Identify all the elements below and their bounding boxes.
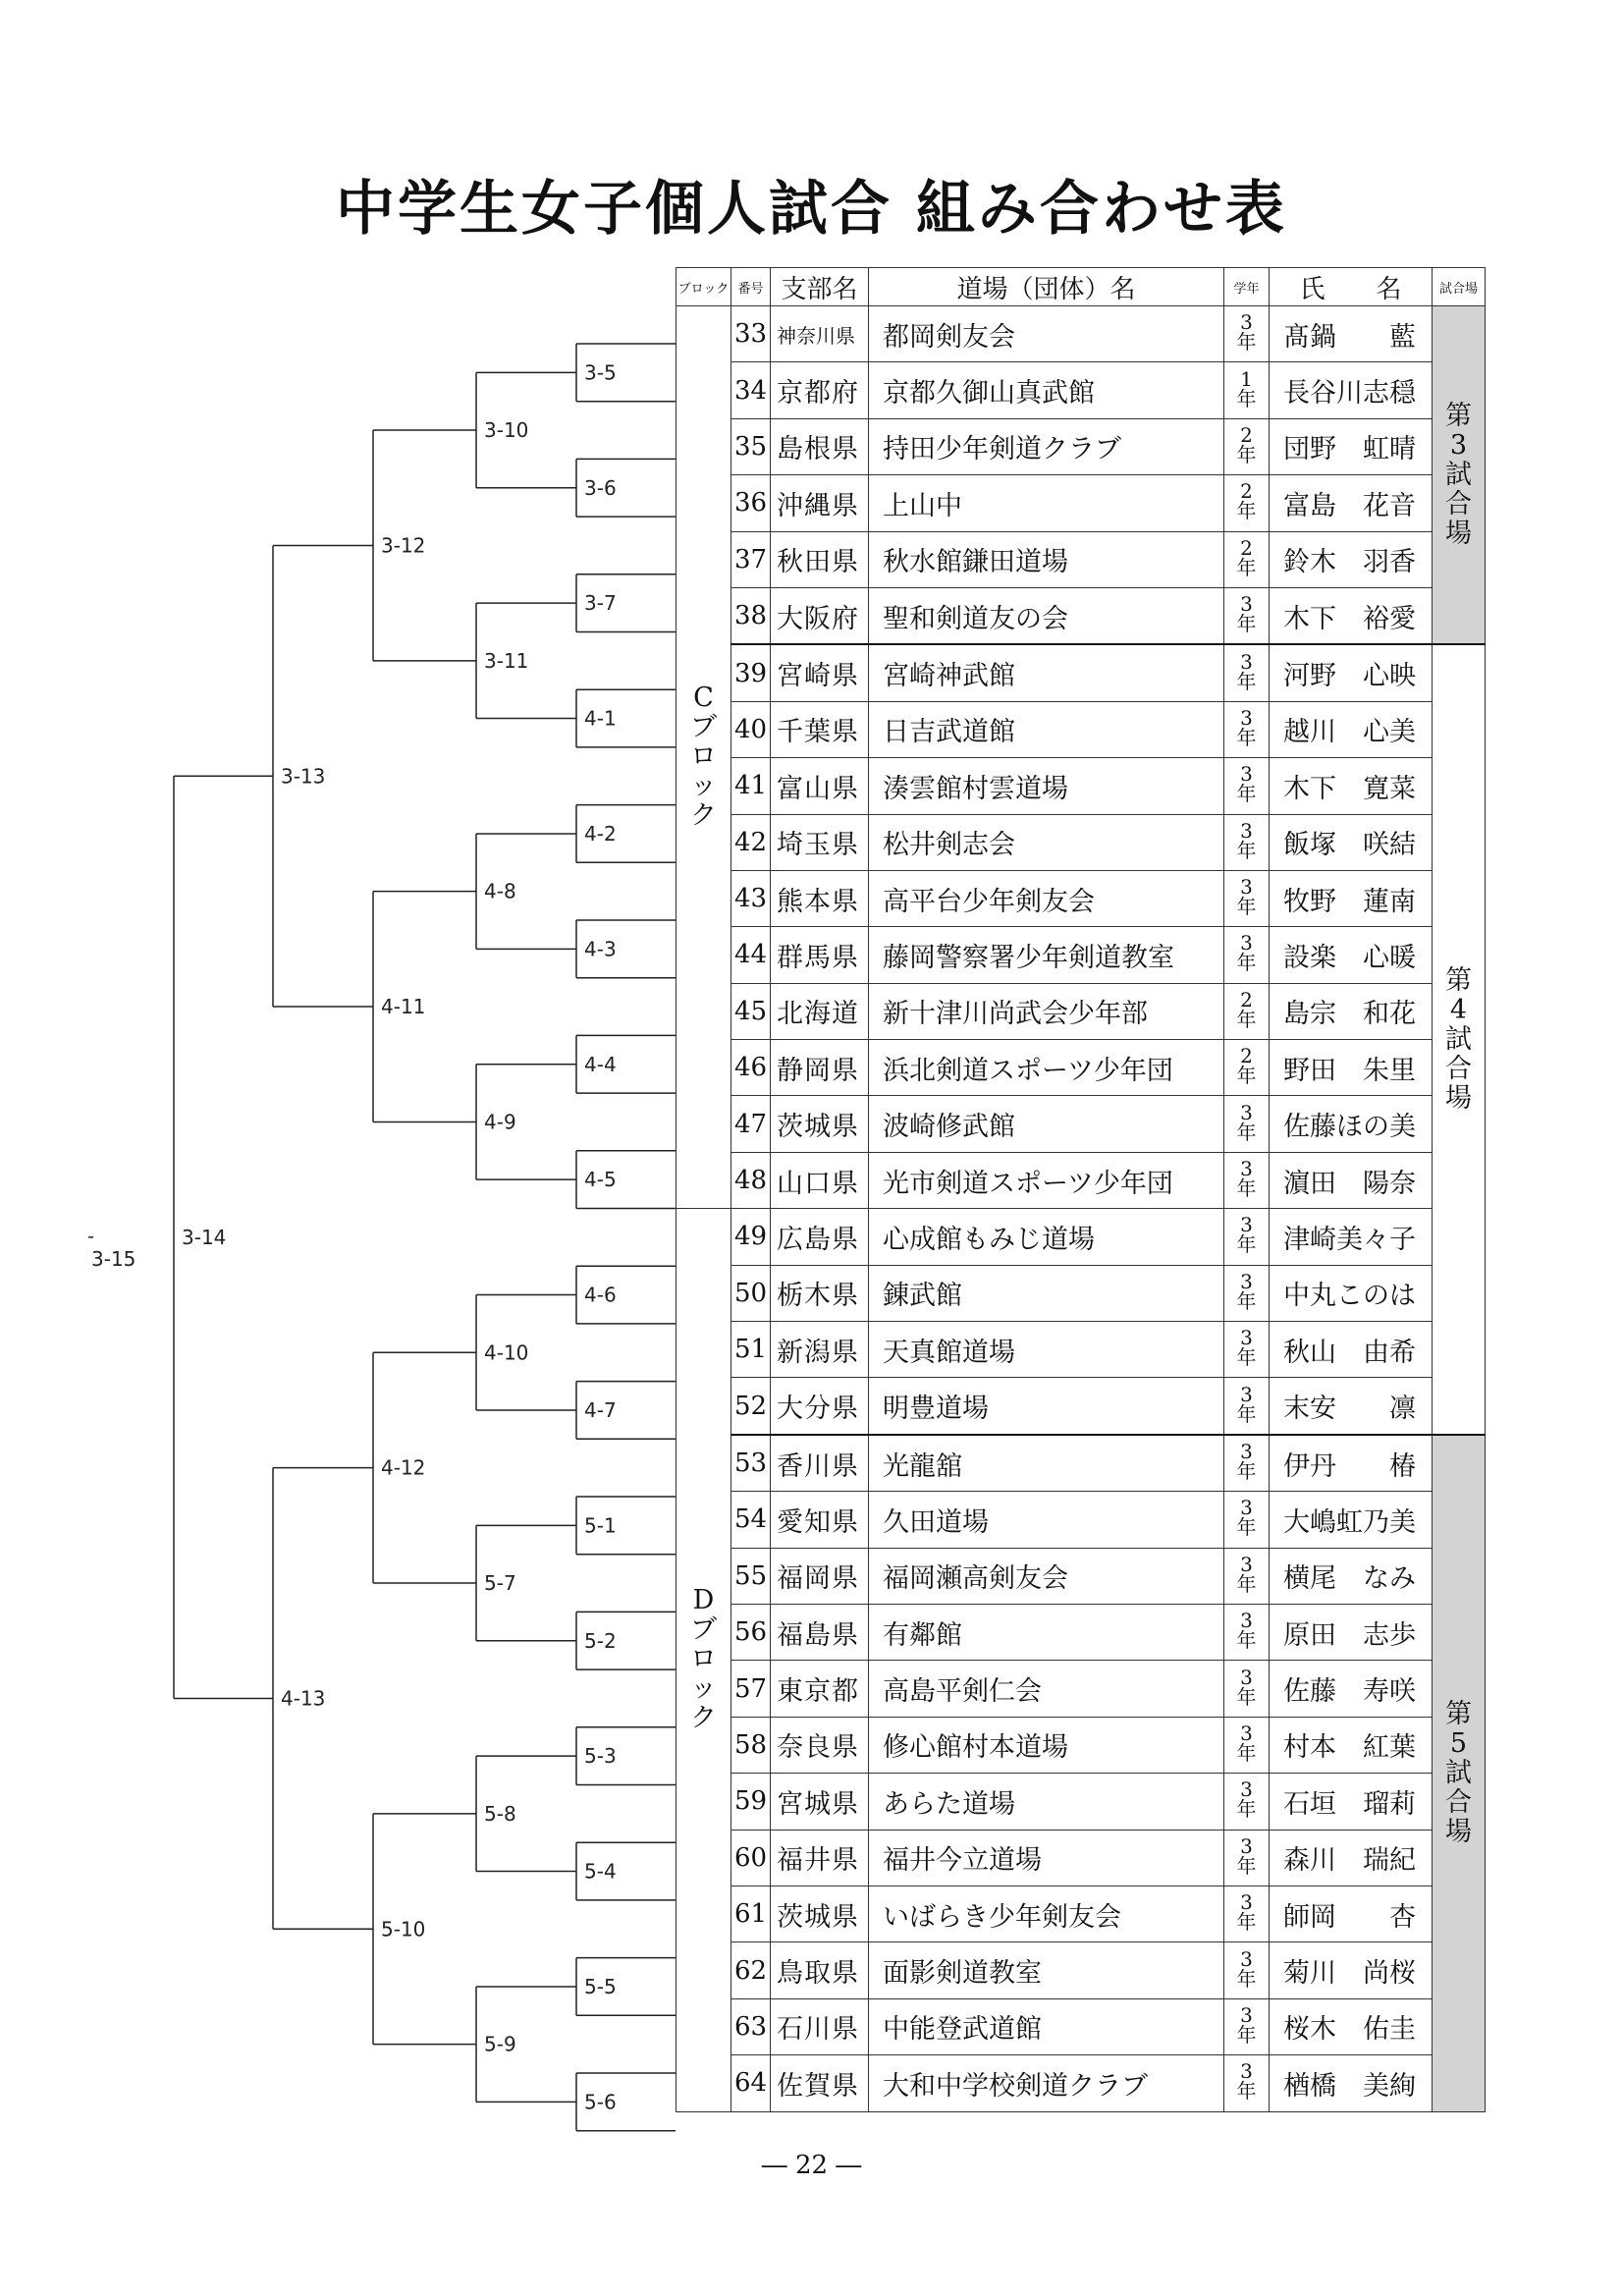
entry-dojo: 心成館もみじ道場 bbox=[869, 1209, 1224, 1265]
entry-grade bbox=[1224, 1830, 1270, 1886]
entry-grade bbox=[1224, 362, 1270, 418]
entry-name: 中丸このは bbox=[1270, 1265, 1433, 1321]
bracket-match-label: 4-10 bbox=[484, 1340, 529, 1365]
entry-grade-text: 1年 bbox=[1236, 366, 1257, 410]
entry-dojo: 久田道場 bbox=[869, 1492, 1224, 1548]
bracket-match-label: 4-13 bbox=[281, 1686, 326, 1711]
table-row bbox=[676, 1548, 1486, 1604]
entry-dojo: 浜北剣道スポーツ少年団 bbox=[869, 1040, 1224, 1096]
entry-dojo: 宮崎神武館 bbox=[869, 644, 1224, 701]
entry-number: 49 bbox=[731, 1209, 771, 1265]
entry-branch: 京都府 bbox=[771, 362, 869, 418]
entry-number: 54 bbox=[731, 1492, 771, 1548]
table-row bbox=[676, 1774, 1486, 1830]
entry-branch: 島根県 bbox=[771, 418, 869, 474]
entry-grade bbox=[1224, 927, 1270, 983]
entry-grade bbox=[1224, 1774, 1270, 1830]
entry-grade-text: 3年 bbox=[1236, 1833, 1257, 1878]
bracket-match-label: 5-3 bbox=[584, 1744, 617, 1769]
venue-cell bbox=[1433, 644, 1486, 1434]
header-block: ブロック bbox=[676, 268, 731, 306]
entry-number: 53 bbox=[731, 1435, 771, 1492]
table-row bbox=[676, 475, 1486, 531]
bracket-match-label: 4-3 bbox=[584, 937, 617, 961]
bracket-match-label: 5-4 bbox=[584, 1859, 617, 1884]
entry-grade bbox=[1224, 870, 1270, 926]
entry-grade-text: 3年 bbox=[1236, 649, 1257, 693]
entry-grade-text: 2年 bbox=[1236, 422, 1257, 466]
bracket-match-label: 3-6 bbox=[584, 475, 617, 500]
entry-dojo: 藤岡警察署少年剣道教室 bbox=[869, 927, 1224, 983]
entry-grade-text: 3年 bbox=[1236, 1157, 1257, 1201]
entry-number: 52 bbox=[731, 1378, 771, 1435]
entry-name: 牧野 蓮南 bbox=[1270, 870, 1433, 926]
entry-name: 濵田 陽奈 bbox=[1270, 1152, 1433, 1208]
venue-label: 第3試合場 bbox=[1445, 400, 1472, 549]
table-row bbox=[676, 1040, 1486, 1096]
roster-header bbox=[676, 268, 1486, 306]
entry-grade bbox=[1224, 587, 1270, 644]
entry-grade bbox=[1224, 475, 1270, 531]
entry-grade-text: 3年 bbox=[1236, 818, 1257, 862]
entry-dojo: あらた道場 bbox=[869, 1774, 1224, 1830]
entry-dojo: 都岡剣友会 bbox=[869, 306, 1224, 362]
entry-name: 師岡 杏 bbox=[1270, 1886, 1433, 1941]
entry-grade bbox=[1224, 1886, 1270, 1941]
entry-name: 鈴木 羽香 bbox=[1270, 531, 1433, 587]
bracket-match-label: 4-7 bbox=[584, 1397, 617, 1422]
table-row bbox=[676, 531, 1486, 587]
header-grade: 学年 bbox=[1224, 268, 1270, 306]
bracket-match-label: 3-14 bbox=[182, 1225, 227, 1249]
entry-number: 34 bbox=[731, 362, 771, 418]
entry-grade-text: 2年 bbox=[1236, 987, 1257, 1031]
bracket-match-label: 5-1 bbox=[584, 1513, 617, 1538]
entry-dojo: 日吉武道館 bbox=[869, 701, 1224, 757]
entry-grade-text: 3年 bbox=[1236, 1946, 1257, 1991]
entry-grade bbox=[1224, 1604, 1270, 1660]
entry-name: 島宗 和花 bbox=[1270, 983, 1433, 1039]
entry-number: 63 bbox=[731, 1998, 771, 2054]
entry-number: 55 bbox=[731, 1548, 771, 1604]
entry-branch: 奈良県 bbox=[771, 1717, 869, 1773]
table-row bbox=[676, 1096, 1486, 1152]
entry-grade-text: 3年 bbox=[1236, 1326, 1257, 1370]
entry-number: 43 bbox=[731, 870, 771, 926]
entry-branch: 愛知県 bbox=[771, 1492, 869, 1548]
entry-name: 横尾 なみ bbox=[1270, 1548, 1433, 1604]
entry-grade-text: 3年 bbox=[1236, 1552, 1257, 1596]
entry-branch: 埼玉県 bbox=[771, 814, 869, 870]
entry-grade-text: 3年 bbox=[1236, 2059, 1257, 2104]
entry-grade bbox=[1224, 1040, 1270, 1096]
entry-branch: 千葉県 bbox=[771, 701, 869, 757]
table-row bbox=[676, 644, 1486, 701]
entry-number: 35 bbox=[731, 418, 771, 474]
entry-dojo: 聖和剣道友の会 bbox=[869, 587, 1224, 644]
entry-grade-text: 3年 bbox=[1236, 1890, 1257, 1935]
entry-number: 62 bbox=[731, 1942, 771, 1998]
entry-name: 大嶋虹乃美 bbox=[1270, 1492, 1433, 1548]
entry-grade bbox=[1224, 1378, 1270, 1435]
entry-dojo: 明豊道場 bbox=[869, 1378, 1224, 1435]
entry-dojo: 錬武館 bbox=[869, 1265, 1224, 1321]
entry-dojo: 秋水館鎌田道場 bbox=[869, 531, 1224, 587]
entry-branch: 秋田県 bbox=[771, 531, 869, 587]
entry-grade bbox=[1224, 1548, 1270, 1604]
entry-name: 村本 紅葉 bbox=[1270, 1717, 1433, 1773]
entry-dojo: 松井剣志会 bbox=[869, 814, 1224, 870]
header-dojo: 道場（団体）名 bbox=[869, 268, 1224, 306]
entry-grade bbox=[1224, 644, 1270, 701]
entry-name: 団野 虹晴 bbox=[1270, 418, 1433, 474]
bracket-match-label: 4-5 bbox=[584, 1168, 617, 1192]
entry-grade bbox=[1224, 1435, 1270, 1492]
entry-number: 57 bbox=[731, 1661, 771, 1717]
table-row bbox=[676, 1322, 1486, 1378]
entry-grade-text: 3年 bbox=[1236, 2002, 1257, 2047]
table-row bbox=[676, 2055, 1486, 2111]
entry-grade bbox=[1224, 1998, 1270, 2054]
entry-grade bbox=[1224, 1096, 1270, 1152]
bracket-match-label: 3-5 bbox=[584, 360, 617, 385]
table-row bbox=[676, 306, 1486, 362]
entry-name: 桜木 佑圭 bbox=[1270, 1998, 1433, 2054]
entry-name: 木下 寛菜 bbox=[1270, 758, 1433, 814]
entry-name: 長谷川志穏 bbox=[1270, 362, 1433, 418]
entry-name: 木下 裕愛 bbox=[1270, 587, 1433, 644]
entry-branch: 宮城県 bbox=[771, 1774, 869, 1830]
entry-number: 39 bbox=[731, 644, 771, 701]
entry-name: 秋山 由希 bbox=[1270, 1322, 1433, 1378]
entry-name: 末安 凛 bbox=[1270, 1378, 1433, 1435]
entry-name: 越川 心美 bbox=[1270, 701, 1433, 757]
table-row bbox=[676, 1152, 1486, 1208]
entry-dojo: 面影剣道教室 bbox=[869, 1942, 1224, 1998]
table-row bbox=[676, 587, 1486, 644]
entry-grade bbox=[1224, 758, 1270, 814]
entry-grade-text: 3年 bbox=[1236, 1721, 1257, 1765]
bracket-match-label: 5-7 bbox=[484, 1571, 516, 1596]
bracket-match-label: 3-13 bbox=[281, 764, 326, 789]
bracket-match-label: 3-7 bbox=[584, 591, 617, 616]
entry-grade-text: 3年 bbox=[1236, 1496, 1257, 1540]
entry-dojo: 福岡瀬高剣友会 bbox=[869, 1548, 1224, 1604]
block-label: Cブロック bbox=[690, 683, 717, 832]
entry-grade-text: 3年 bbox=[1236, 1440, 1257, 1483]
bracket-final-label: 3-15 bbox=[91, 1246, 136, 1271]
entry-name: 津崎美々子 bbox=[1270, 1209, 1433, 1265]
entry-number: 58 bbox=[731, 1717, 771, 1773]
table-row bbox=[676, 1886, 1486, 1941]
entry-number: 61 bbox=[731, 1886, 771, 1941]
entry-number: 36 bbox=[731, 475, 771, 531]
entry-dojo: 大和中学校剣道クラブ bbox=[869, 2055, 1224, 2111]
page-number: ― 22 ― bbox=[761, 2151, 862, 2180]
bracket-match-label: 4-6 bbox=[584, 1283, 617, 1307]
entry-branch: 福井県 bbox=[771, 1830, 869, 1886]
bracket-match-label: 4-1 bbox=[584, 706, 617, 731]
entry-dojo: 修心館村本道場 bbox=[869, 1717, 1224, 1773]
entry-branch: 新潟県 bbox=[771, 1322, 869, 1378]
entry-name: 飯塚 咲結 bbox=[1270, 814, 1433, 870]
entry-number: 64 bbox=[731, 2055, 771, 2111]
bracket-match-label: 3-10 bbox=[484, 418, 529, 443]
bracket-match-label: 5-5 bbox=[584, 1974, 617, 1998]
entry-number: 50 bbox=[731, 1265, 771, 1321]
table-row bbox=[676, 870, 1486, 926]
entry-branch: 石川県 bbox=[771, 1998, 869, 2054]
entry-number: 46 bbox=[731, 1040, 771, 1096]
bracket-match-label: 4-8 bbox=[484, 879, 516, 903]
entry-grade bbox=[1224, 2055, 1270, 2111]
table-row bbox=[676, 758, 1486, 814]
entry-name: 河野 心映 bbox=[1270, 644, 1433, 701]
entry-grade-text: 3年 bbox=[1236, 875, 1257, 919]
entry-dojo: 京都久御山真武館 bbox=[869, 362, 1224, 418]
entry-number: 38 bbox=[731, 587, 771, 644]
entry-grade-text: 3年 bbox=[1236, 931, 1257, 975]
entry-grade-text: 3年 bbox=[1236, 1382, 1257, 1426]
entry-dojo: 中能登武道館 bbox=[869, 1998, 1224, 2054]
entry-branch: 静岡県 bbox=[771, 1040, 869, 1096]
entry-dojo: 光龍舘 bbox=[869, 1435, 1224, 1492]
bracket-match-label: 3-11 bbox=[484, 648, 529, 673]
entry-branch: 栃木県 bbox=[771, 1265, 869, 1321]
block-label-cell bbox=[676, 1209, 731, 2111]
bracket-match-label: 4-11 bbox=[381, 995, 426, 1019]
entry-branch: 福島県 bbox=[771, 1604, 869, 1660]
entry-grade-text: 2年 bbox=[1236, 479, 1257, 523]
entry-name: 楢橋 美絢 bbox=[1270, 2055, 1433, 2111]
header-number: 番号 bbox=[731, 268, 771, 306]
entry-name: 石垣 瑠莉 bbox=[1270, 1774, 1433, 1830]
bracket-match-label: 5-8 bbox=[484, 1801, 516, 1826]
entry-dojo: 天真館道場 bbox=[869, 1322, 1224, 1378]
bracket-match-label: 5-9 bbox=[484, 2032, 516, 2056]
entry-grade bbox=[1224, 306, 1270, 362]
entry-name: 伊丹 椿 bbox=[1270, 1435, 1433, 1492]
entry-grade bbox=[1224, 1209, 1270, 1265]
venue-label: 第5試合場 bbox=[1445, 1698, 1472, 1847]
table-row bbox=[676, 1830, 1486, 1886]
entry-name: 佐藤ほの美 bbox=[1270, 1096, 1433, 1152]
entry-grade-text: 3年 bbox=[1236, 1269, 1257, 1313]
entry-grade bbox=[1224, 1322, 1270, 1378]
entry-dojo: 波崎修武館 bbox=[869, 1096, 1224, 1152]
entry-name: 設楽 心暖 bbox=[1270, 927, 1433, 983]
entry-branch: 沖縄県 bbox=[771, 475, 869, 531]
entry-dojo: 福井今立道場 bbox=[869, 1830, 1224, 1886]
entry-branch: 熊本県 bbox=[771, 870, 869, 926]
header-name: 氏 名 bbox=[1270, 268, 1433, 306]
entry-dojo: 有鄰館 bbox=[869, 1604, 1224, 1660]
tournament-bracket bbox=[0, 0, 677, 2160]
entry-number: 40 bbox=[731, 701, 771, 757]
roster-table bbox=[676, 267, 1486, 2112]
block-label: Dブロック bbox=[690, 1585, 717, 1734]
entry-name: 菊川 尚桜 bbox=[1270, 1942, 1433, 1998]
bracket-match-label: 3-12 bbox=[381, 533, 426, 558]
entry-grade bbox=[1224, 1152, 1270, 1208]
table-row bbox=[676, 1661, 1486, 1717]
entry-name: 野田 朱里 bbox=[1270, 1040, 1433, 1096]
entry-grade bbox=[1224, 418, 1270, 474]
entry-grade bbox=[1224, 1492, 1270, 1548]
entry-number: 48 bbox=[731, 1152, 771, 1208]
header-venue: 試合場 bbox=[1433, 268, 1486, 306]
entry-number: 33 bbox=[731, 306, 771, 362]
entry-number: 59 bbox=[731, 1774, 771, 1830]
entry-grade bbox=[1224, 531, 1270, 587]
roster-body bbox=[676, 306, 1486, 2112]
entry-branch: 東京都 bbox=[771, 1661, 869, 1717]
entry-branch: 富山県 bbox=[771, 758, 869, 814]
entry-grade bbox=[1224, 1942, 1270, 1998]
table-row bbox=[676, 1492, 1486, 1548]
entry-dojo: 光市剣道スポーツ少年団 bbox=[869, 1152, 1224, 1208]
entry-name: 佐藤 寿咲 bbox=[1270, 1661, 1433, 1717]
header-branch: 支部名 bbox=[771, 268, 869, 306]
entry-branch: 福岡県 bbox=[771, 1548, 869, 1604]
entry-branch: 大阪府 bbox=[771, 587, 869, 644]
table-row bbox=[676, 1265, 1486, 1321]
entry-grade-text: 3年 bbox=[1236, 310, 1257, 355]
entry-grade bbox=[1224, 1661, 1270, 1717]
entry-grade-text: 3年 bbox=[1236, 1665, 1257, 1709]
entry-branch: 神奈川県 bbox=[771, 306, 869, 362]
bracket-match-label: 4-12 bbox=[381, 1455, 426, 1480]
entry-branch: 茨城県 bbox=[771, 1096, 869, 1152]
table-row bbox=[676, 418, 1486, 474]
table-row bbox=[676, 1998, 1486, 2054]
entry-name: 森川 瑞紀 bbox=[1270, 1830, 1433, 1886]
entry-number: 47 bbox=[731, 1096, 771, 1152]
table-row bbox=[676, 983, 1486, 1039]
bracket-match-label: 5-2 bbox=[584, 1628, 617, 1653]
entry-grade bbox=[1224, 983, 1270, 1039]
entry-dojo: 高島平剣仁会 bbox=[869, 1661, 1224, 1717]
entry-number: 60 bbox=[731, 1830, 771, 1886]
table-row bbox=[676, 701, 1486, 757]
entry-name: 原田 志歩 bbox=[1270, 1604, 1433, 1660]
entry-dojo: 湊雲館村雲道場 bbox=[869, 758, 1224, 814]
table-row bbox=[676, 1717, 1486, 1773]
entry-grade-text: 3年 bbox=[1236, 1777, 1257, 1822]
table-row bbox=[676, 1942, 1486, 1998]
table-row bbox=[676, 927, 1486, 983]
entry-number: 41 bbox=[731, 758, 771, 814]
entry-grade bbox=[1224, 814, 1270, 870]
entry-grade bbox=[1224, 701, 1270, 757]
entry-branch: 山口県 bbox=[771, 1152, 869, 1208]
table-row bbox=[676, 1604, 1486, 1660]
table-row bbox=[676, 1209, 1486, 1265]
entry-grade-text: 3年 bbox=[1236, 762, 1257, 806]
entry-branch: 大分県 bbox=[771, 1378, 869, 1435]
entry-branch: 香川県 bbox=[771, 1435, 869, 1492]
entry-branch: 広島県 bbox=[771, 1209, 869, 1265]
bracket-match-label: 4-9 bbox=[484, 1110, 516, 1134]
entry-grade-text: 3年 bbox=[1236, 1100, 1257, 1144]
entry-branch: 鳥取県 bbox=[771, 1942, 869, 1998]
entry-dojo: 高平台少年剣友会 bbox=[869, 870, 1224, 926]
entry-grade-text: 2年 bbox=[1236, 535, 1257, 579]
entry-dojo: 上山中 bbox=[869, 475, 1224, 531]
bracket-match-label: 4-4 bbox=[584, 1052, 617, 1076]
entry-grade-text: 2年 bbox=[1236, 1044, 1257, 1088]
entry-grade-text: 3年 bbox=[1236, 705, 1257, 749]
entry-branch: 北海道 bbox=[771, 983, 869, 1039]
entry-name: 髙鍋 藍 bbox=[1270, 306, 1433, 362]
venue-cell bbox=[1433, 1435, 1486, 2111]
venue-label: 第4試合場 bbox=[1445, 964, 1472, 1114]
entry-number: 45 bbox=[731, 983, 771, 1039]
table-row bbox=[676, 1378, 1486, 1435]
entry-grade-text: 3年 bbox=[1236, 1609, 1257, 1653]
entry-name: 富島 花音 bbox=[1270, 475, 1433, 531]
entry-number: 44 bbox=[731, 927, 771, 983]
bracket-match-label: 4-2 bbox=[584, 821, 617, 846]
entry-grade-text: 3年 bbox=[1236, 1213, 1257, 1257]
bracket-match-label: 5-10 bbox=[381, 1917, 426, 1941]
entry-branch: 佐賀県 bbox=[771, 2055, 869, 2111]
block-label-cell bbox=[676, 306, 731, 1209]
entry-number: 37 bbox=[731, 531, 771, 587]
entry-dojo: いばらき少年剣友会 bbox=[869, 1886, 1224, 1941]
bracket-match-label: 5-6 bbox=[584, 2090, 617, 2114]
entry-grade-text: 3年 bbox=[1236, 592, 1257, 636]
table-row bbox=[676, 362, 1486, 418]
entry-grade bbox=[1224, 1265, 1270, 1321]
table-row bbox=[676, 814, 1486, 870]
entry-grade bbox=[1224, 1717, 1270, 1773]
entry-dojo: 新十津川尚武会少年部 bbox=[869, 983, 1224, 1039]
page-title: 中学生女子個人試合 組み合わせ表 bbox=[336, 175, 1287, 244]
entry-dojo: 持田少年剣道クラブ bbox=[869, 418, 1224, 474]
entry-number: 42 bbox=[731, 814, 771, 870]
entry-number: 56 bbox=[731, 1604, 771, 1660]
venue-cell bbox=[1433, 306, 1486, 645]
entry-number: 51 bbox=[731, 1322, 771, 1378]
entry-branch: 茨城県 bbox=[771, 1886, 869, 1941]
entry-branch: 宮崎県 bbox=[771, 644, 869, 701]
entry-branch: 群馬県 bbox=[771, 927, 869, 983]
table-row bbox=[676, 1435, 1486, 1492]
